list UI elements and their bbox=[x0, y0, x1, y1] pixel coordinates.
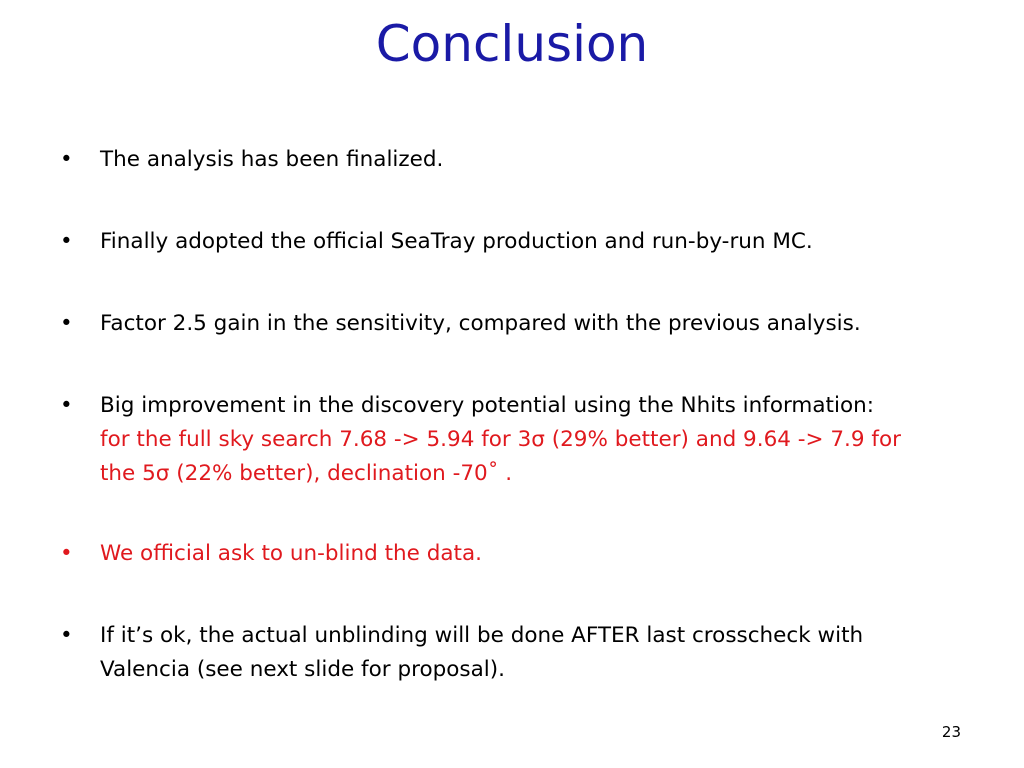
page-number: 23 bbox=[941, 723, 961, 741]
bullet-text-highlight: We official ask to un-blind the data. bbox=[100, 541, 482, 566]
bullet-text-highlight: the 5σ (22% better), declination -70˚ . bbox=[100, 461, 513, 486]
bullet-marker: • bbox=[60, 541, 73, 566]
slide-title: Conclusion bbox=[375, 15, 649, 73]
bullet-item bbox=[60, 389, 960, 491]
bullet-item bbox=[60, 225, 960, 259]
bullet-list bbox=[60, 143, 960, 687]
bullet-text: Factor 2.5 gain in the sensitivity, compared with the previous analysis. bbox=[100, 311, 861, 336]
bullet-item bbox=[60, 619, 960, 687]
bullet-item bbox=[60, 143, 960, 177]
bullet-text-highlight: for the full sky search 7.68 -> 5.94 for 3σ (29% better) and 9.64 -> 7.9 for bbox=[100, 427, 901, 452]
bullet-marker: • bbox=[60, 623, 73, 648]
bullet-marker: • bbox=[60, 147, 73, 172]
bullet-text: If it’s ok, the actual unblinding will be done AFTER last crosscheck with bbox=[100, 623, 864, 648]
bullet-text: The analysis has been finalized. bbox=[100, 147, 444, 172]
bullet-item bbox=[60, 307, 960, 341]
bullet-text: Big improvement in the discovery potential using the Nhits information: bbox=[100, 393, 874, 418]
bullet-marker: • bbox=[60, 393, 73, 418]
bullet-text: Valencia (see next slide for proposal). bbox=[100, 657, 505, 682]
bullet-marker: • bbox=[60, 311, 73, 336]
bullet-item-highlight bbox=[60, 537, 960, 571]
bullet-marker: • bbox=[60, 229, 73, 254]
bullet-text: Finally adopted the official SeaTray production and run-by-run MC. bbox=[100, 229, 813, 254]
